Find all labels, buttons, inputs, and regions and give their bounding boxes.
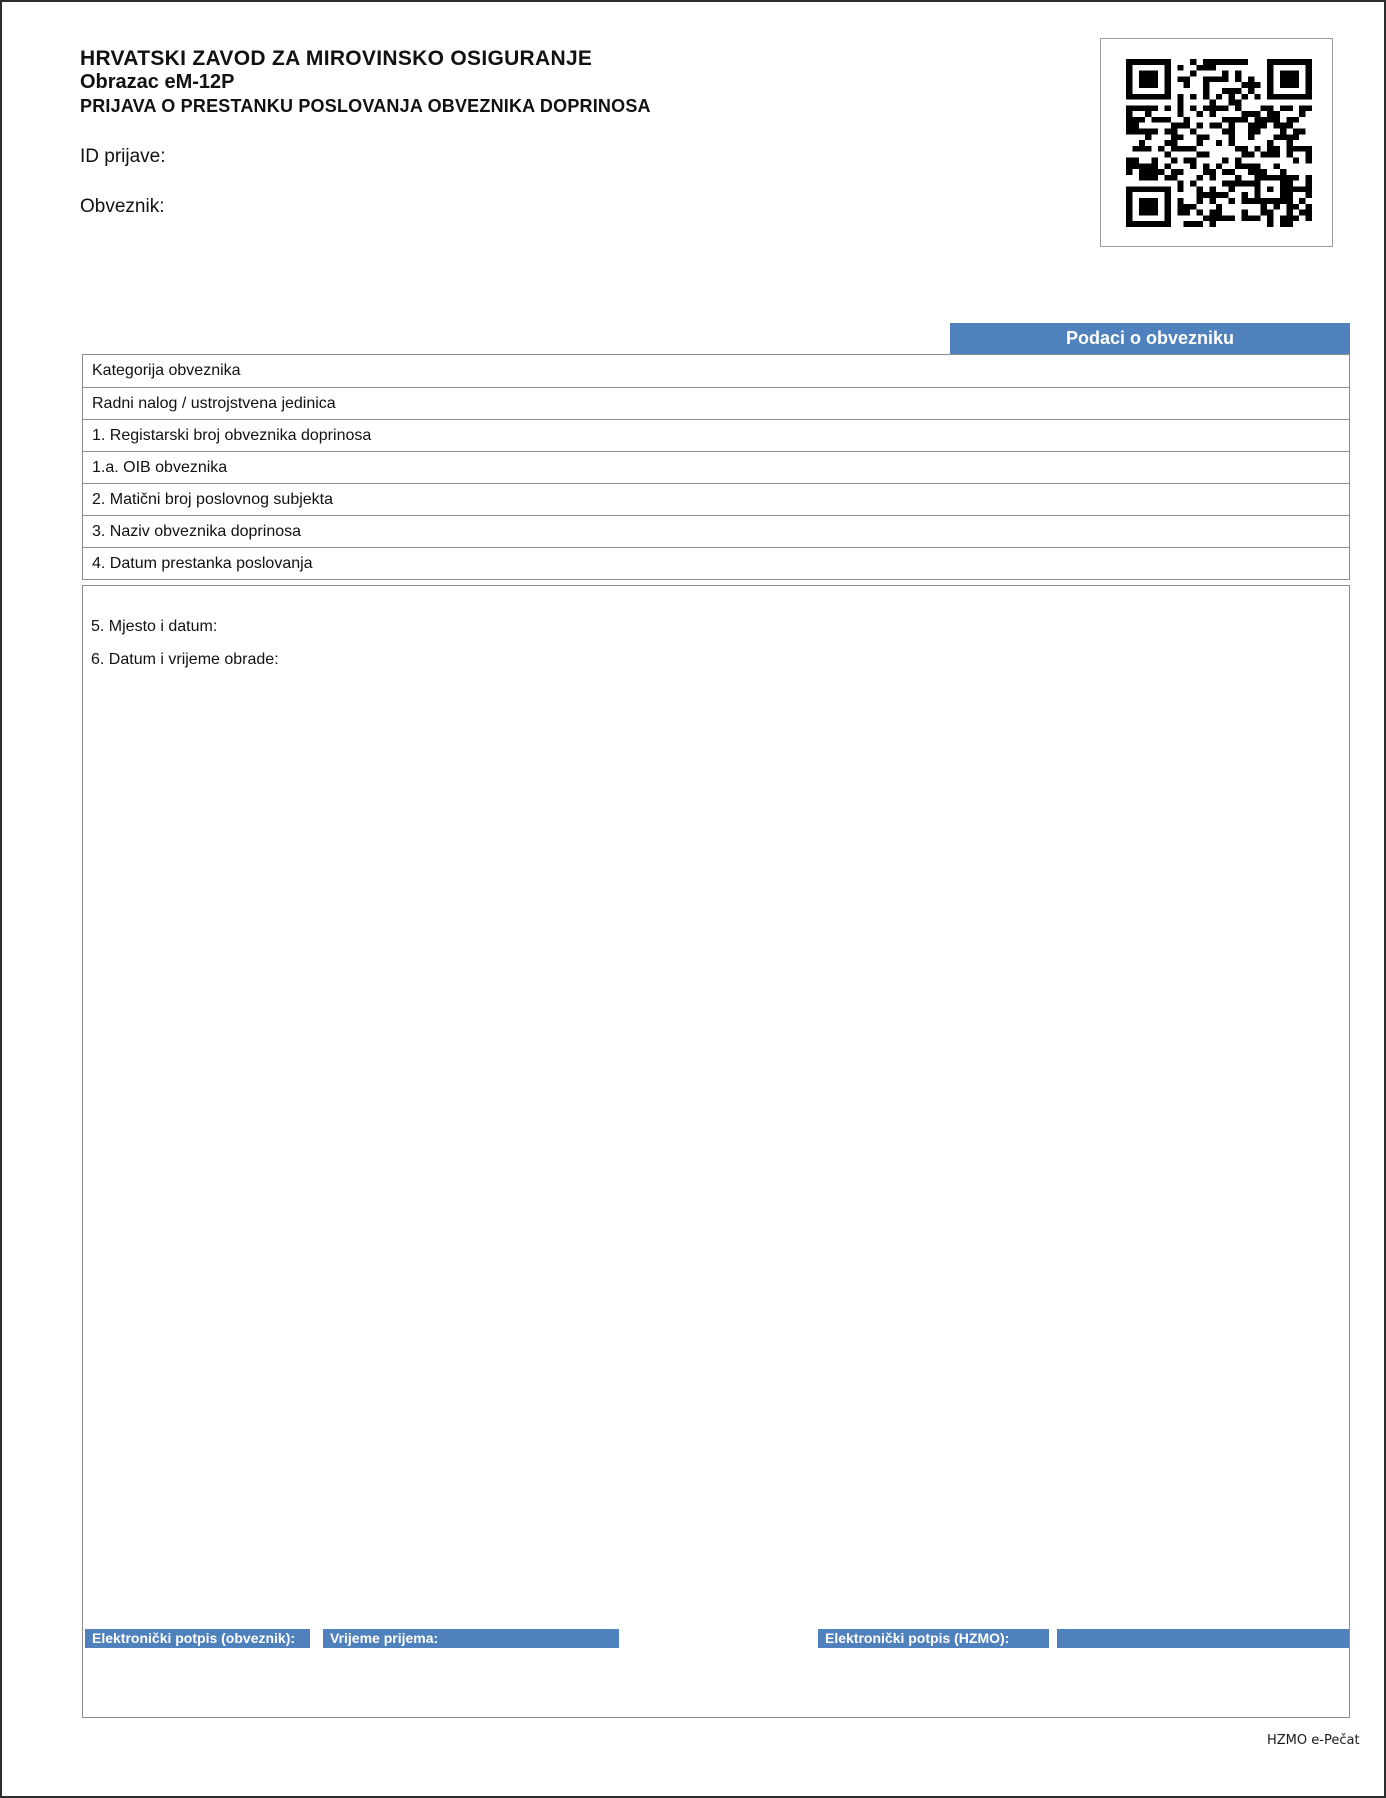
vrijeme-prijema-bar: Vrijeme prijema: <box>323 1629 619 1648</box>
mjesto-i-datum-label: 5. Mjesto i datum: <box>91 618 218 635</box>
table-row-radni-nalog: Radni nalog / ustrojstvena jedinica <box>83 387 1349 419</box>
obveznik-data-table <box>82 354 1350 580</box>
table-row-oib: 1.a. OIB obveznika <box>83 451 1349 483</box>
id-prijave-label: ID prijave: <box>80 146 166 167</box>
qr-code-box <box>1100 38 1333 247</box>
datum-vrijeme-obrade-label: 6. Datum i vrijeme obrade: <box>91 651 279 668</box>
qr-code-icon <box>1126 59 1312 227</box>
form-title-heading: PRIJAVA O PRESTANKU POSLOVANJA OBVEZNIKA DOPRINOSA <box>80 96 651 116</box>
section-header-podaci-o-obvezniku: Podaci o obvezniku <box>950 323 1350 354</box>
potpis-hzmo-bar: Elektronički potpis (HZMO): <box>818 1629 1049 1648</box>
hzmo-signature-field <box>1057 1629 1349 1648</box>
obveznik-label: Obveznik: <box>80 196 165 217</box>
table-row-naziv: 3. Naziv obveznika doprinosa <box>83 515 1349 547</box>
hzmo-epecat-label: HZMO e-Pečat <box>1267 1733 1360 1748</box>
table-row-registarski-broj: 1. Registarski broj obveznika doprinosa <box>83 419 1349 451</box>
potpis-obveznik-bar: Elektronički potpis (obveznik): <box>85 1629 310 1648</box>
org-name-heading: HRVATSKI ZAVOD ZA MIROVINSKO OSIGURANJE <box>80 47 593 70</box>
form-code-heading: Obrazac eM-12P <box>80 71 235 93</box>
table-row-datum-prestanka: 4. Datum prestanka poslovanja <box>83 547 1349 579</box>
table-row-kategorija: Kategorija obveznika <box>92 362 241 379</box>
table-row-maticni-broj: 2. Matični broj poslovnog subjekta <box>83 483 1349 515</box>
form-body-box <box>82 585 1350 1718</box>
